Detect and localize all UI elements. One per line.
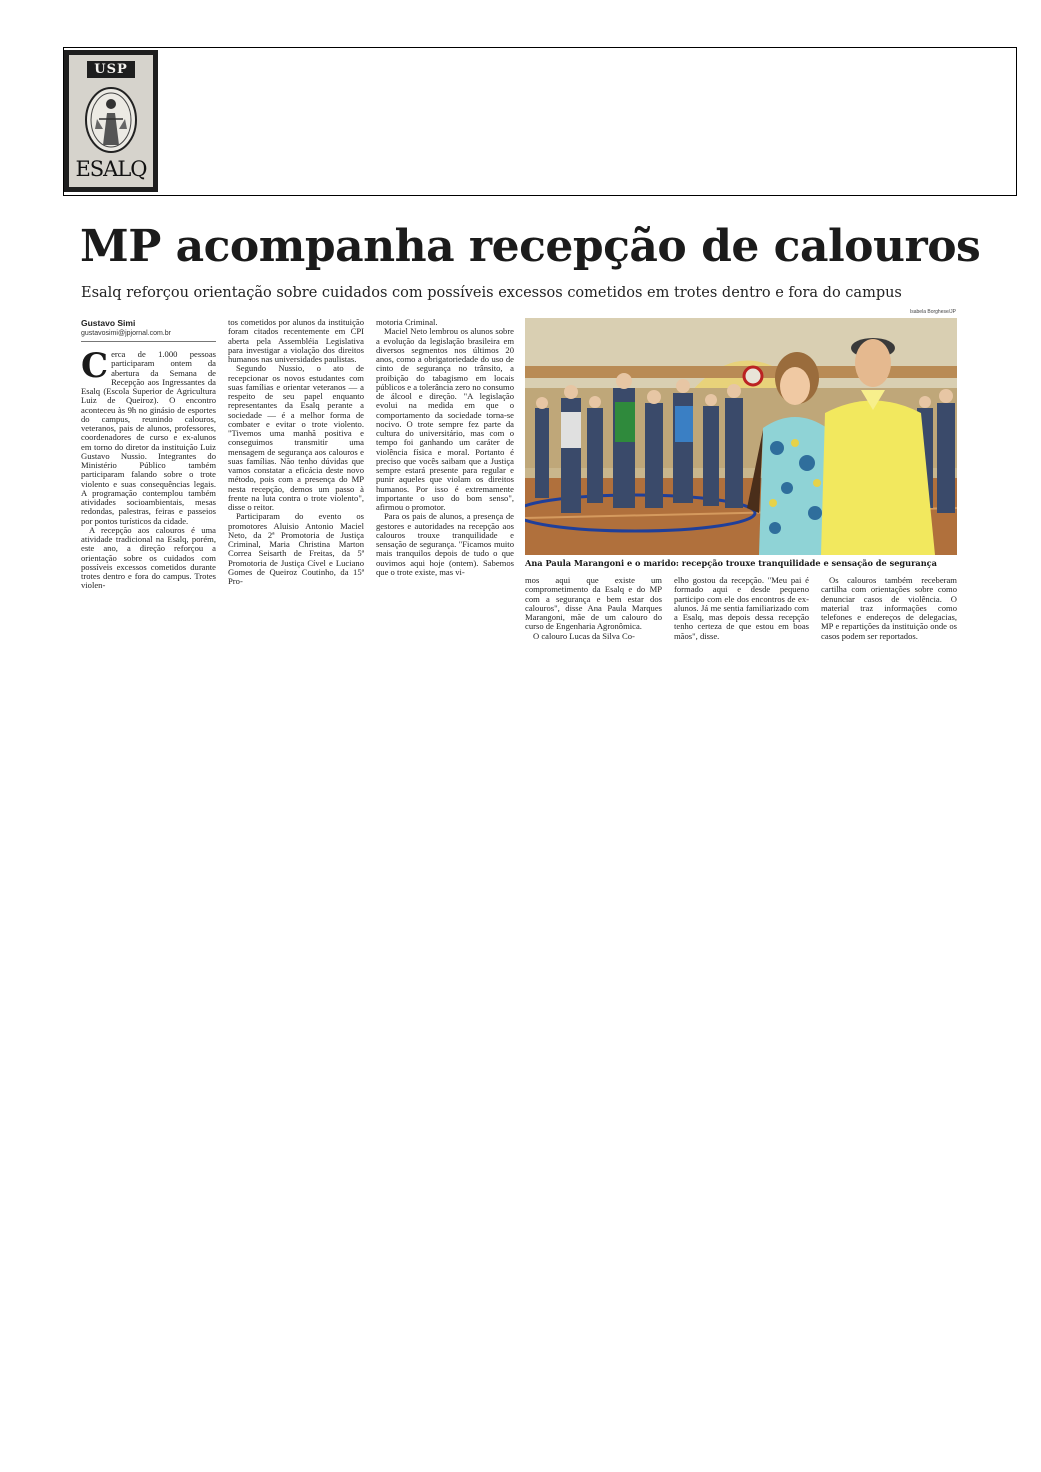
photo-illustration — [525, 318, 957, 555]
paragraph: Participaram do evento os promotores Aluisio Antonio Maciel Neto, da 2ª Promotoria de Justiça Criminal, Maria Christina Marton Correa Seisarth de Freitas, da 5ª Promotoria de Justiça Cível e Luciano Gomes de Queiroz Coutinho, da 15ª Pro- — [228, 511, 364, 586]
paragraph: elho gostou da recepção. "Meu pai é formado aqui e desde pequeno participo com ele dos encontros de ex-alunos. Já me sentia familiarizado com a Esalq, mas depois dessa recepção tenho certeza de que estou em boas mãos", disse. — [674, 575, 809, 641]
paragraph: motoria Criminal. — [376, 317, 438, 327]
paragraph: Para os pais de alunos, a presença de gestores e autoridades na recepção aos calouros trouxe tranquilidade e sensação de segurança. "Ficamos muito mais tranquilos depois de tudo o que ouvimos aqui hoje (ontem). Sabemos que o trote existe, mas vi- — [376, 511, 514, 577]
logo-panel — [69, 55, 153, 187]
headline: MP acompanha recepção de calouros — [80, 221, 981, 272]
article-photo — [525, 318, 957, 555]
paragraph-text: erca de 1.000 pessoas participaram ontem da abertura da Semana de Recepção aos Ingressantes da Esalq (Escola Superior de Agricultura Luiz de Queiroz). O encontro aconteceu às 9h no ginásio de esportes do campus, reunindo calouros, veteranos, pais de alunos, professores, coordenadores de curso e ex-alunos em torno do diretor da instituição Luiz Gustavo Nussio. Integrantes do Ministério Público também participaram falando sobre o trote violento e suas consequências legais. A programação contemplou também atividades socioambientais, mesas redondas, palestras, feiras e passeios por pontos turísticos da cidade. — [81, 349, 216, 526]
text-column-4 — [525, 576, 662, 641]
logo-esalq-text: ESALQ — [75, 157, 147, 181]
author-name: Gustavo Simi — [81, 318, 136, 328]
paragraph — [81, 346, 216, 526]
paragraph: Maciel Neto lembrou os alunos sobre a evolução da legislação brasileira em diversos segmentos nos últimos 20 anos, como a obrigatoriedade do uso de cinto de segurança no trânsito, a proibição do tabagismo em locais públicos e a tolerância zero no consumo de álcool e direção. "A legislação evolui na medida em que o comportamento da sociedade torna-se nocivo. O trote sempre fez parte da cultura do universitário, mas com o tempo foi ganhando um caráter de violência física e moral. Portanto é preciso que vocês saibam que a Justiça sempre estará presente para regular e punir aqueles que violam os direitos humanos. Por isso é extremamente importante o uso do bom senso", afirmou o promotor. — [376, 326, 514, 512]
text-column-5 — [674, 576, 809, 641]
photo-credit: Isabela Borghese/JP — [909, 309, 956, 315]
seal-icon — [83, 85, 139, 155]
paragraph: Os calouros também receberam cartilha com orientações sobre como denunciar casos de violência. O material traz informações como telefones e endereços de delegacias, MP e repartições da instituição onde os casos podem ser reportados. — [821, 575, 957, 641]
paragraph: tos cometidos por alunos da instituição foram citados recentemente em CPI aberta pela Assembléia Legislativa para investigar a violação dos direitos humanos nas universidades paulistas. — [228, 317, 364, 364]
paragraph: mos aqui que existe um comprometimento da Esalq e do MP com a segurança e bem estar dos calouros", disse Ana Paula Marques Marangoni, mãe de um calouro do curso de Engenharia Agronômica. — [525, 575, 662, 632]
paragraph: A recepção aos calouros é uma atividade tradicional na Esalq, porém, este ano, a direção reforçou a orientação sobre os cuidados com possíveis excessos cometidos durante trotes dentro e fora do campus. Trotes violen- — [81, 524, 216, 591]
logo-usp-text: USP — [87, 61, 135, 78]
paragraph: O calouro Lucas da Silva Co- — [533, 630, 635, 641]
author-email: gustavosimi@jpjornal.com.br — [81, 329, 216, 342]
text-column-6 — [821, 576, 957, 641]
byline — [81, 318, 216, 342]
paragraph: Segundo Nussio, o ato de recepcionar os novos estudantes com suas famílias e orientar veteranos — a respeito de seu papel enquanto representantes da Esalq perante a sociedade — é a melhor forma de combater e evitar o trote violento. "Tivemos uma manhã positiva e conseguimos transmitir uma mensagem de segurança aos calouros e suas famílias. Não tenho dúvidas que vamos constatar a eficácia deste novo método, pois com a presença do MP nesta recepção, demos um passo à frente na luta contra o trote violento", disse o reitor. — [228, 363, 364, 512]
header-frame — [63, 47, 1017, 196]
esalq-logo — [64, 50, 158, 192]
photo-caption: Ana Paula Marangoni e o marido: recepção trouxe tranquilidade e sensação de segurança — [525, 558, 937, 568]
text-column-3 — [376, 318, 514, 577]
drop-cap: C — [81, 346, 109, 386]
text-column-1 — [81, 346, 216, 591]
subheadline: Esalq reforçou orientação sobre cuidados com possíveis excessos cometidos em trotes dentro e fora do campus — [81, 285, 902, 301]
text-column-2 — [228, 318, 364, 586]
